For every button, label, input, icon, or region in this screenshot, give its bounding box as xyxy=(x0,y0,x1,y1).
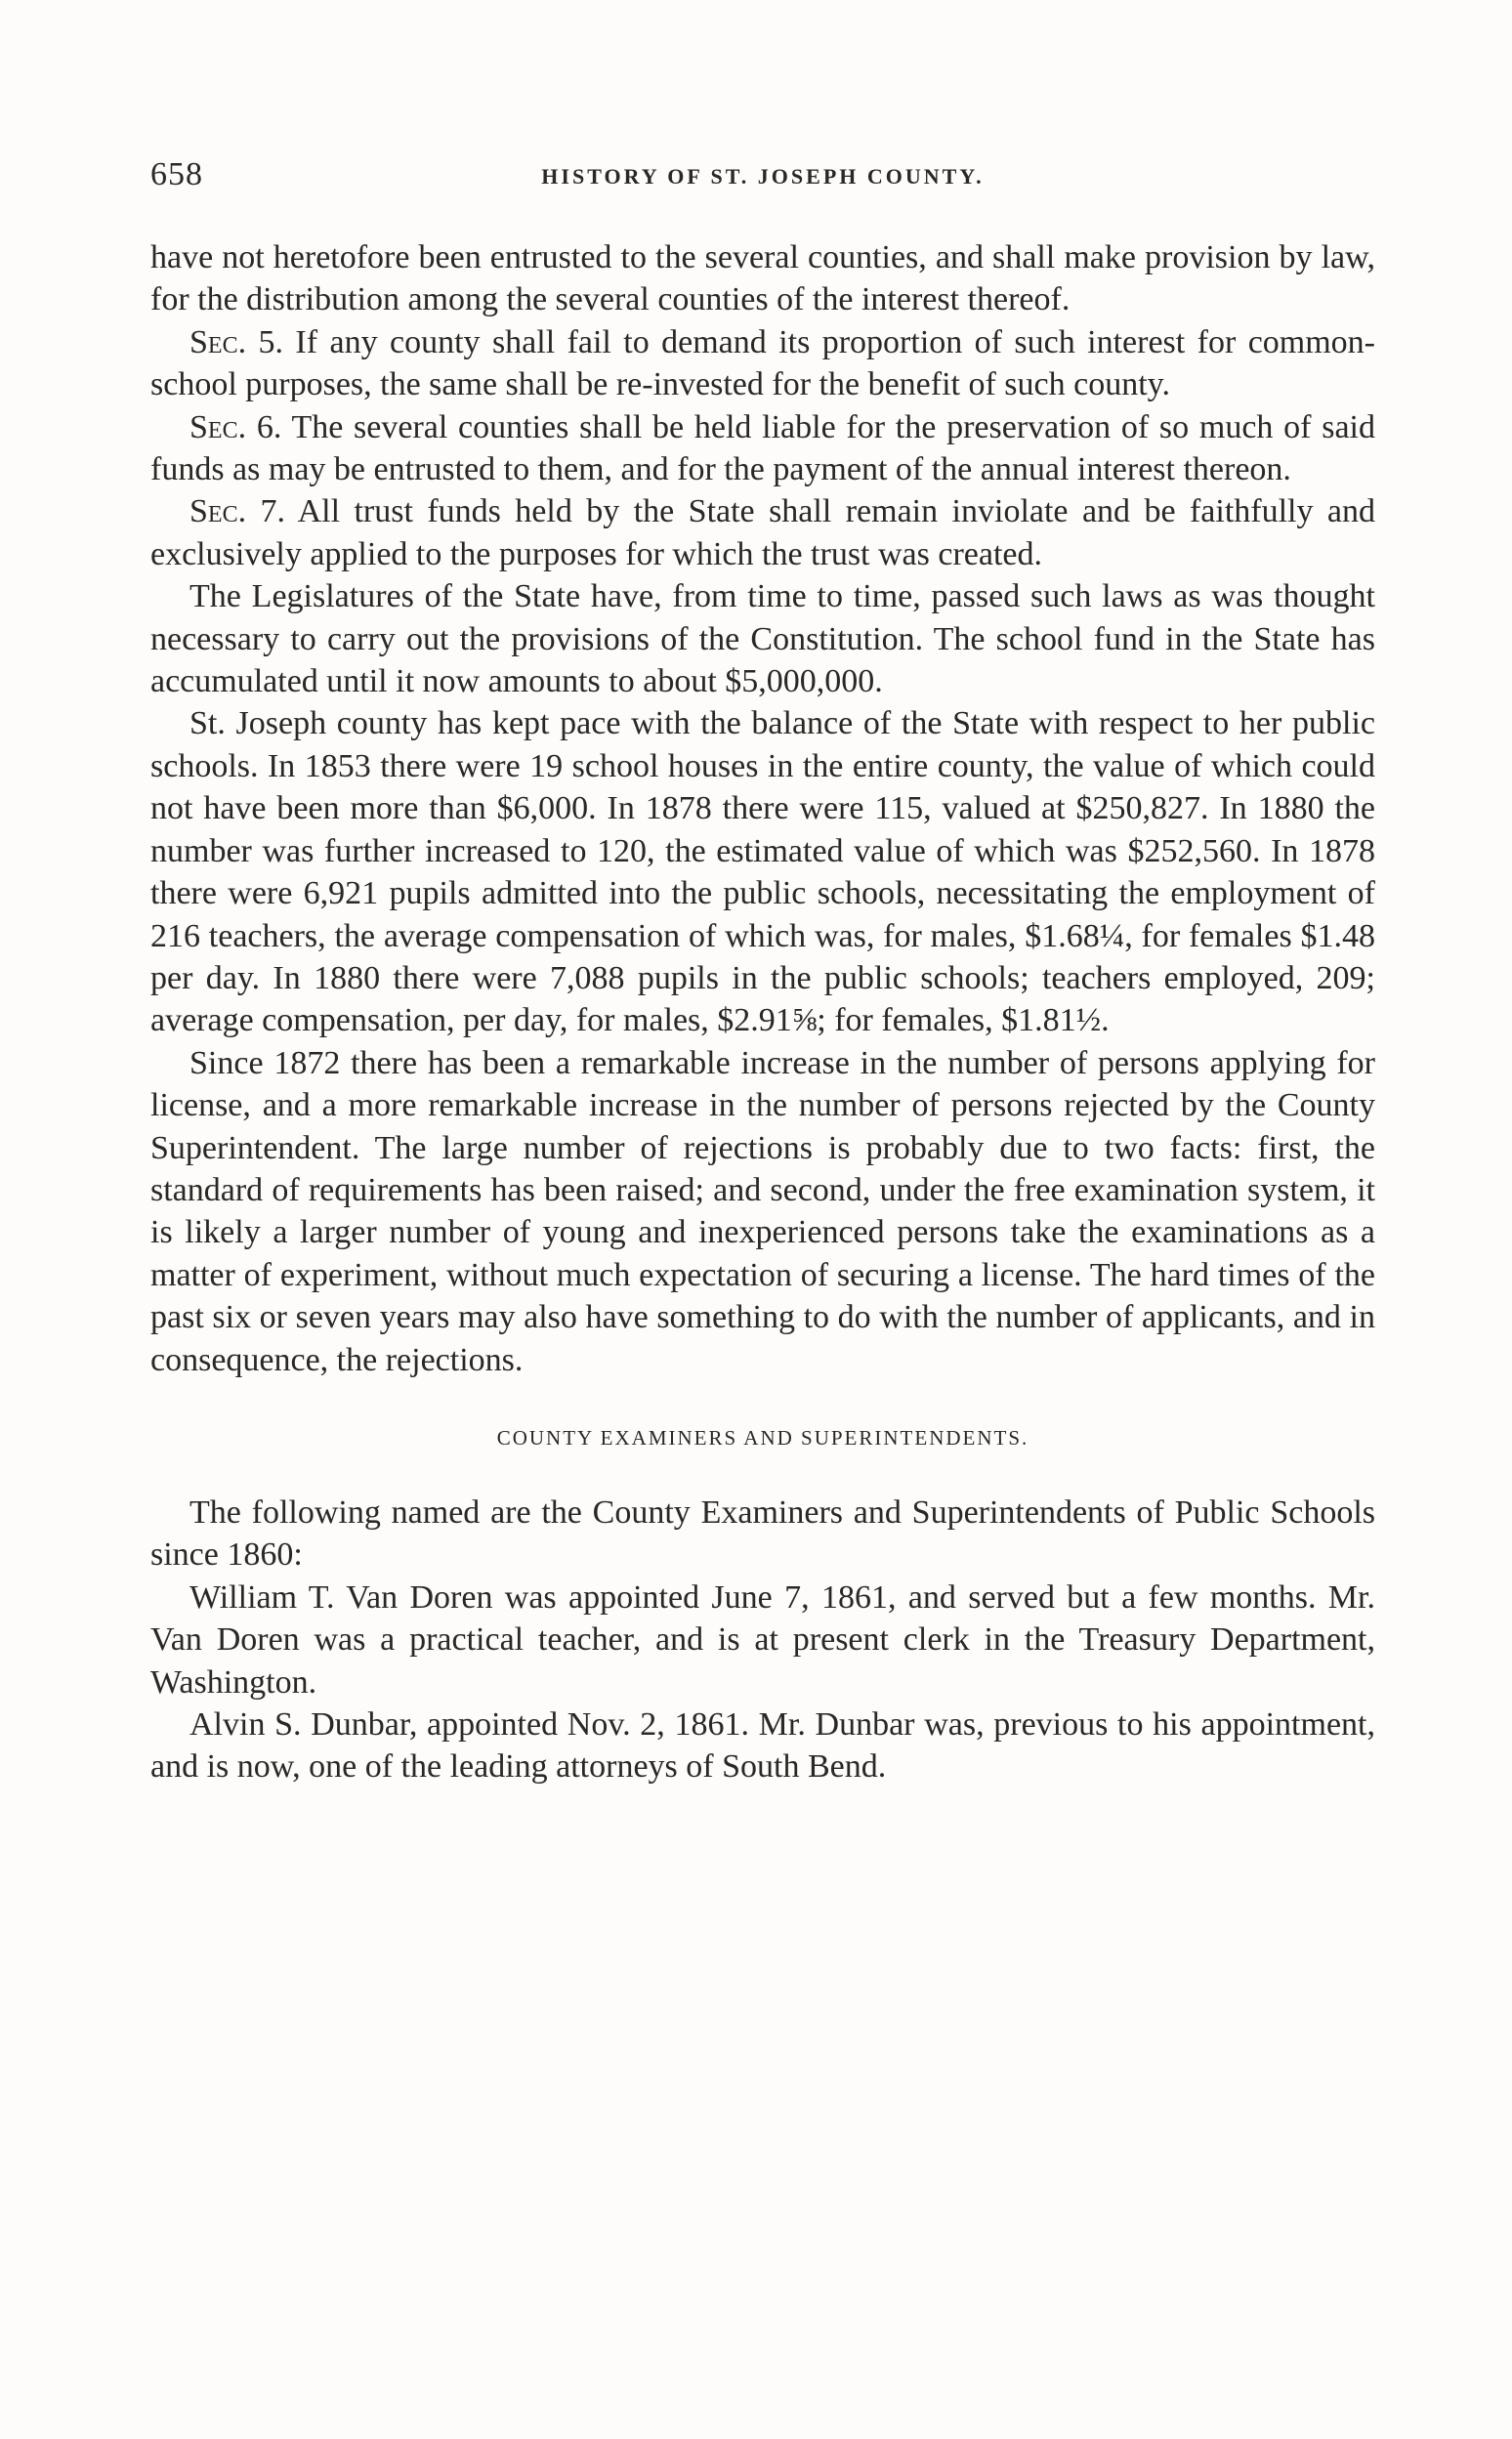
paragraph-text: The following named are the County Examiners and Superintendents of Public Schools since 1860: xyxy=(150,1493,1375,1574)
paragraph-section-5 xyxy=(150,321,1375,406)
paragraph-text: St. Joseph county has kept pace with the balance of the State with respect to her public schools. In 1853 there were 19 school houses in the entire county, the value of which could not have been more than $6,000. In 1878 there were 115, valued at $250,827. In 1880 the number was further increased to 120, the estimated value of which was $252,560. In 1878 there were 6,921 pupils admitted into the public schools, necessitating the employment of 216 teachers, the average compensation of which was, for males, $1.68¼, for females $1.48 per day. In 1880 there were 7,088 pupils in the public schools; teachers employed, 209; average compensation, per day, for males, $2.91⅝; for females, $1.81½. xyxy=(150,705,1375,1039)
paragraph-dunbar xyxy=(150,1703,1375,1788)
paragraph-examiners-intro xyxy=(150,1492,1375,1577)
paragraph-legislatures xyxy=(150,575,1375,702)
paragraph-text: The several counties shall be held liable for the preservation of so much of said funds as may be entrusted to them, and for the payment of the annual interest thereon. xyxy=(150,408,1375,488)
page-header xyxy=(150,156,1375,201)
paragraph-text: Alvin S. Dunbar, appointed Nov. 2, 1861. Mr. Dunbar was, previous to his appointment, and is now, one of the leading attorneys of South Bend. xyxy=(150,1706,1375,1786)
paragraph-text: William T. Van Doren was appointed June 7, 1861, and served but a few months. Mr. Van Doren was a practical teacher, and is at present clerk in the Treasury Department, Washington. xyxy=(150,1578,1375,1701)
paragraph-section-6 xyxy=(150,406,1375,491)
section-label: Sec. 6. xyxy=(189,408,282,445)
section-label: Sec. 7. xyxy=(189,493,286,530)
section-heading: COUNTY EXAMINERS AND SUPERINTENDENTS. xyxy=(496,1425,1029,1450)
paragraph-continuation xyxy=(150,236,1375,321)
section-label: Sec. 5. xyxy=(189,323,283,360)
paragraph-text: Since 1872 there has been a remarkable increase in the number of persons applying for license, and a more remarkable increase in the number of persons rejected by the County Superintendent. The large number of rejections is probably due to two facts: first, the standard of requirements has been raised; and second, under the free examination system, it is likely a larger number of young and inexperienced persons take the examinations as a matter of experiment, without much expectation of securing a license. The hard times of the past six or seven years may also have something to do with the number of applicants, and in consequence, the rejections. xyxy=(150,1044,1375,1378)
paragraph-text: have not heretofore been entrusted to the several counties, and shall make provision by law, for the distribution among the several counties of the interest thereof. xyxy=(150,239,1375,318)
paragraph-text: All trust funds held by the State shall remain inviolate and be faithfully and exclusively applied to the purposes for which the trust was created. xyxy=(150,493,1376,572)
paragraph-section-7 xyxy=(150,490,1375,575)
paragraph-school-statistics xyxy=(150,702,1375,1041)
page-body xyxy=(150,236,1375,1788)
paragraph-text: If any county shall fail to demand its proportion of such interest for common-school purposes, the same shall be re-invested for the benefit of such county. xyxy=(150,323,1376,403)
page-number: 658 xyxy=(150,156,203,192)
paragraph-text: The Legislatures of the State have, from time to time, passed such laws as was thought necessary to carry out the provisions of the Constitution. The school fund in the State has accumulated until it now amounts to about $5,000,000. xyxy=(150,578,1375,700)
running-title: HISTORY OF ST. JOSEPH COUNTY. xyxy=(541,164,985,189)
paragraph-van-doren xyxy=(150,1577,1375,1703)
paragraph-license-rejections xyxy=(150,1042,1375,1381)
